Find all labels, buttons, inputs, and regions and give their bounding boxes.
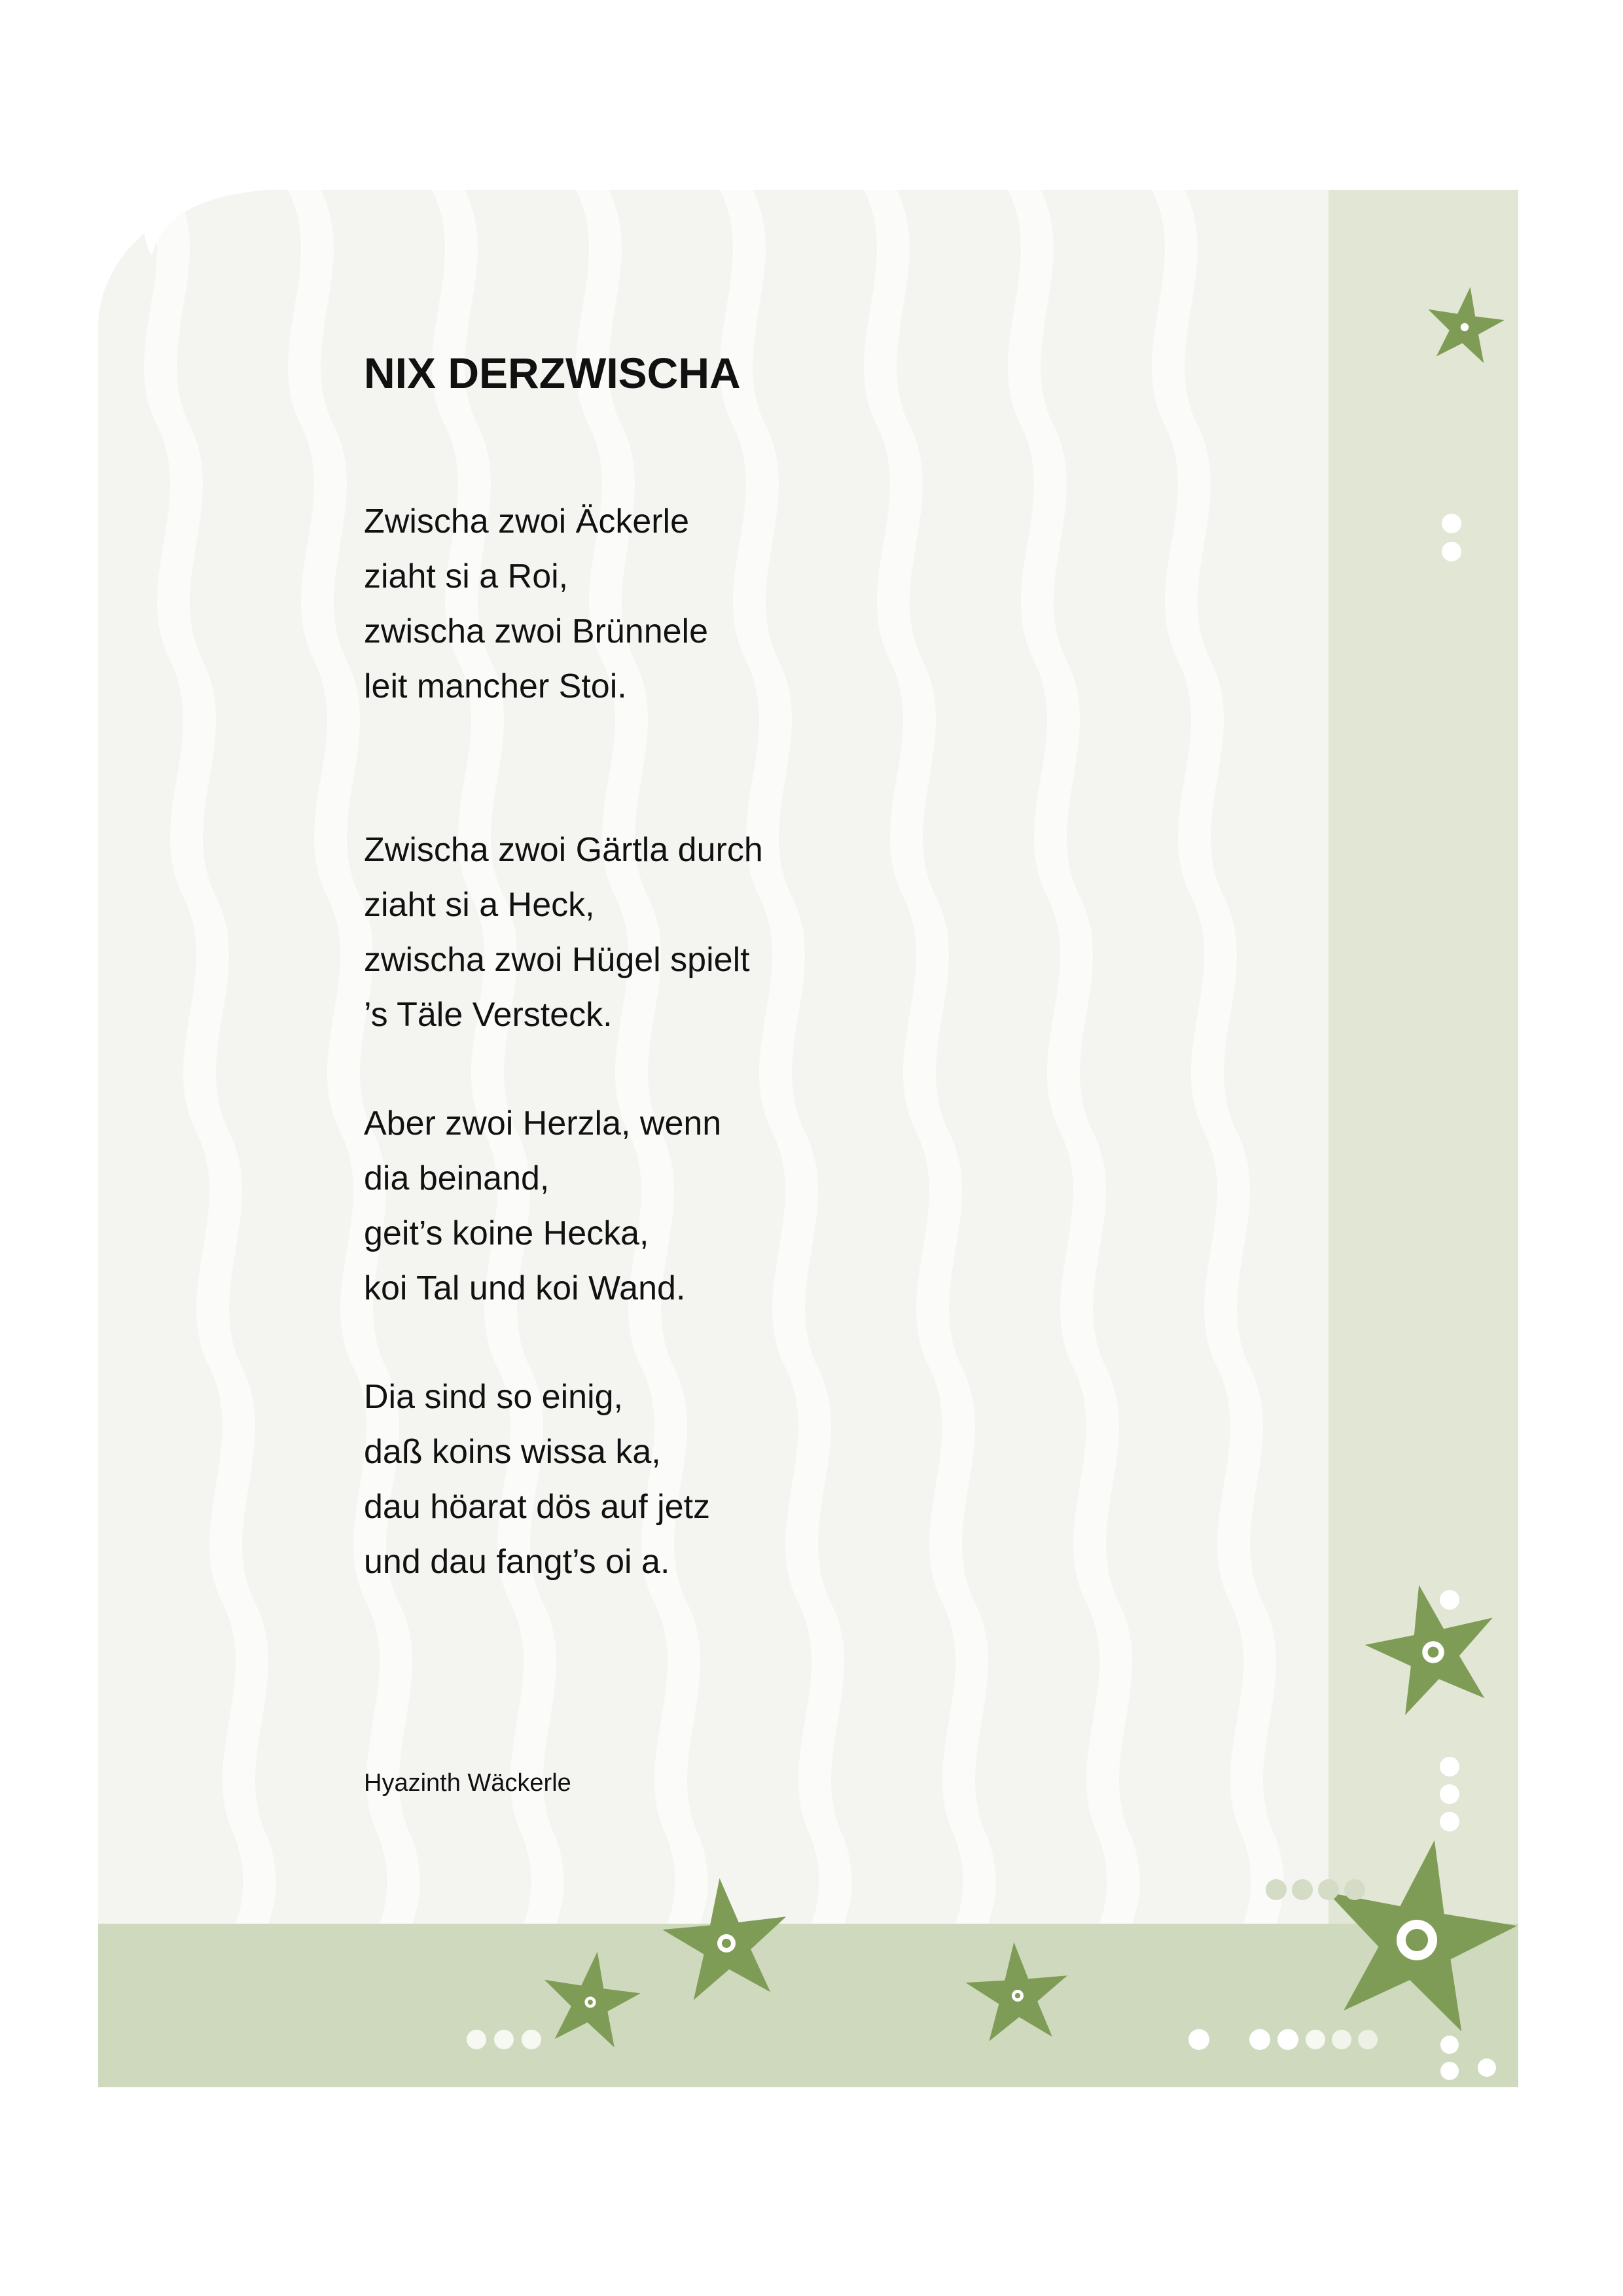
- flower-icon: [1308, 1824, 1529, 2038]
- verse-line: dia beinand,: [364, 1159, 550, 1197]
- verse-line: Dia sind so einig,: [364, 1378, 623, 1416]
- flower-icon: [658, 1872, 794, 2003]
- verse-line: daß koins wissa ka,: [364, 1433, 661, 1471]
- verse-line: ziaht si a Roi,: [364, 557, 569, 595]
- stanza: [364, 822, 763, 1042]
- flower-icon: [963, 1939, 1072, 2043]
- frame-curl: [98, 190, 268, 308]
- flower-icon: [537, 1945, 645, 2049]
- verse-line: ziaht si a Heck,: [364, 886, 595, 924]
- verse-line: Aber zwoi Herzla, wenn: [364, 1104, 722, 1142]
- dots-decoration: [1266, 1879, 1365, 1900]
- stanza: [364, 1369, 710, 1589]
- flower-icon: [1422, 281, 1508, 365]
- poem: [364, 337, 1215, 1797]
- verse-line: Zwischa zwoi Äckerle: [364, 503, 690, 540]
- verse-line: zwischa zwoi Brünnele: [364, 612, 709, 650]
- verse-line: dau höarat dös auf jetz: [364, 1488, 711, 1526]
- verse-line: Zwischa zwoi Gärtla durch: [364, 831, 763, 869]
- verse-line: leit mancher Stoi.: [364, 667, 627, 705]
- poem-title: NIX DERZWISCHA: [364, 349, 741, 397]
- stanza: [364, 1096, 721, 1316]
- verse-line: und dau fangt’s oi a.: [364, 1543, 670, 1581]
- verse-line: ’s Täle Versteck.: [364, 996, 613, 1034]
- flower-icon: [1355, 1572, 1509, 1720]
- verse-line: zwischa zwoi Hügel spielt: [364, 941, 750, 979]
- stanza: [364, 494, 708, 714]
- author-name: Hyazinth Wäckerle: [364, 1769, 571, 1797]
- verse-line: koi Tal und koi Wand.: [364, 1269, 686, 1307]
- verse-line: geit’s koine Hecka,: [364, 1214, 649, 1252]
